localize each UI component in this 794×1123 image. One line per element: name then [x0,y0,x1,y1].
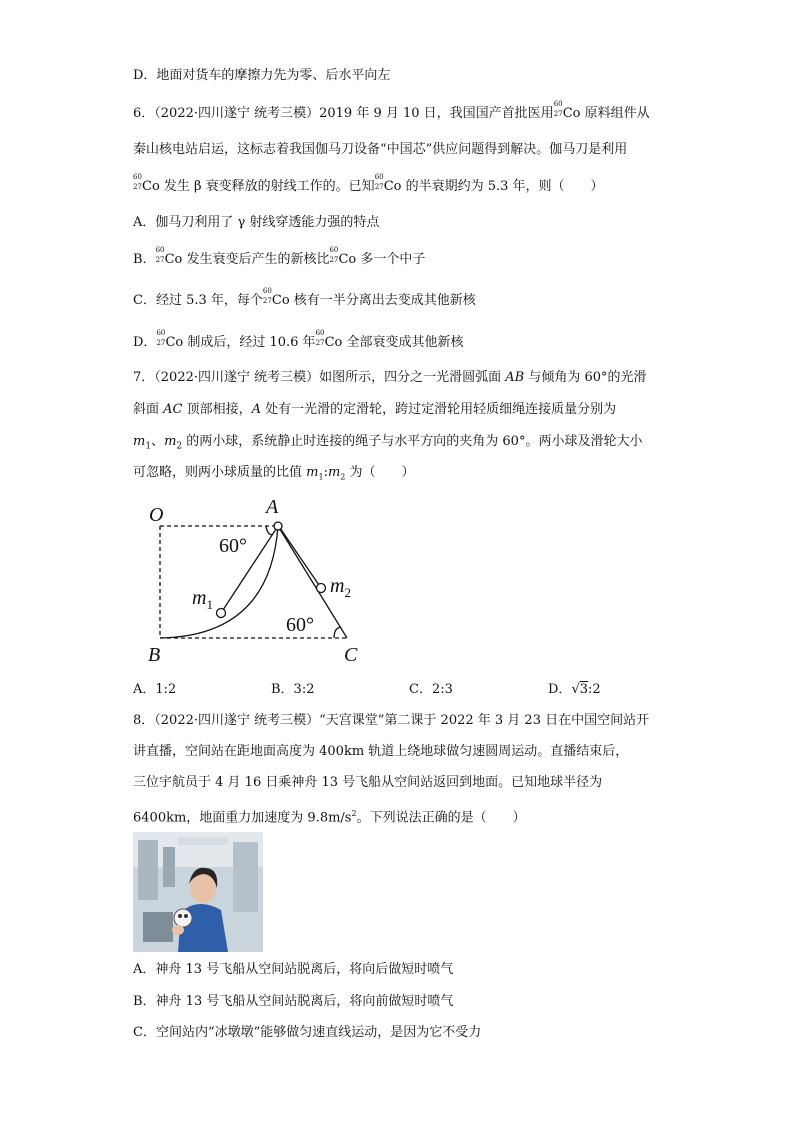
label-m1: $m_1$ [192,587,213,612]
label-m2: $m_2$ [330,575,351,600]
q8-stem-line-2: 讲直播，空间站在距地面高度为 400km 轨道上绕地球做匀速圆周运动。直播结束后， [133,744,629,759]
label-c: C [344,644,358,666]
label-angle-bottom: 60° [286,614,314,636]
isotope-co60: 60 27 [315,329,325,347]
q6-option-c: C．经过 5.3 年，每个 60 27 Co 核有一半分离出去变成其他新核 [133,287,476,308]
q8-option-c: C．空间站内“冰墩墩”能够做匀速直线运动，是因为它不受力 [133,1025,482,1040]
ball-m1 [217,609,226,618]
ball-m2 [317,584,326,593]
q6-option-a: A．伽马刀利用了 γ 射线穿透能力强的特点 [133,215,380,230]
q7-stem-line-2: 斜面 AC 顶部相接，A 处有一光滑的定滑轮，跨过定滑轮用轻质细绳连接质量分别为 [133,402,617,417]
q7-figure [140,496,380,671]
q6-option-b: B． 60 27 Co 发生衰变后产生的新核比 60 27 Co 多一个中子 [133,246,426,267]
isotope-co60: 60 27 [262,287,272,305]
q8-option-b: B．神舟 13 号飞船从空间站脱离后，将向前做短时喷气 [133,994,454,1009]
q8-stem-line-3: 三位宇航员于 4 月 16 日乘神舟 13 号飞船从空间站返回到地面。已知地球半径为 [133,775,603,790]
rope-to-m2 [280,528,321,588]
q7-stem-line-4: 可忽略，则两小球质量的比值 $m_1:m_2$ 为（ ） [133,465,415,482]
label-b: B [148,644,161,666]
q8-stem-line-4: 6400km，地面重力加速度为 $9.8m/s^2$。下列说法正确的是（ ） [133,809,526,826]
label-a: A [266,496,279,518]
q6-stem-line-3: 60 27 Co 发生 β 衰变释放的射线工作的。已知 60 27 Co 的半衰期约为 5.3 年，则（ ） [133,173,604,194]
q6-option-d: D． 60 27 Co 制成后，经过 10.6 年 60 27 Co 全部衰变成其他新核 [133,329,464,350]
isotope-co60: 60 27 [553,100,563,118]
q7-option-a: A．1:2 [133,682,177,697]
q7-option-c: C．2:3 [409,682,453,697]
q7-stem-line-3: $m_1$、$m_2$ 的两小球，系统静止时连接的绳子与水平方向的夹角为 60°。两小球及滑轮大小 [133,434,643,452]
q5-option-d: D．地面对货车的摩擦力先为零、后水平向左 [133,68,391,83]
space-station-photo [133,832,263,952]
q8-stem-line-1: 8．（2022·四川遂宁 统考三模）“天宫课堂”第二课于 2022 年 3 月 23 日在中国空间站开 [133,713,650,728]
q6-stem-line-2: 秦山核电站启运，这标志着我国伽马刀设备“中国芯”供应问题得到解决。伽马刀是利用 [133,142,628,157]
q7-option-b: B．3:2 [271,682,315,697]
isotope-co60: 60 27 [155,246,165,264]
angle-arc-bottom [334,627,341,638]
q8-option-a: A．神舟 13 号飞船从空间站脱离后，将向后做短时喷气 [133,962,454,977]
q7-option-d: D．√3:2 [548,682,601,697]
pulley [274,522,282,530]
isotope-co60: 60 27 [374,173,384,191]
label-angle-top: 60° [219,535,247,557]
isotope-co60: 60 27 [329,246,339,264]
sqrt-sign: √ [571,682,580,697]
angle-arc-top [266,526,272,535]
q6-stem-line-1: 6．（2022·四川遂宁 统考三模）2019 年 9 月 10 日，我国国产首批医用 60 27 Co 原料组件从 [133,100,650,121]
label-o: O [149,504,164,526]
isotope-co60: 60 27 [156,329,166,347]
q7-stem-line-1: 7．（2022·四川遂宁 统考三模）如图所示，四分之一光滑圆弧面 AB 与倾角为 60°的光滑 [133,370,647,385]
isotope-co60: 60 27 [133,173,142,191]
